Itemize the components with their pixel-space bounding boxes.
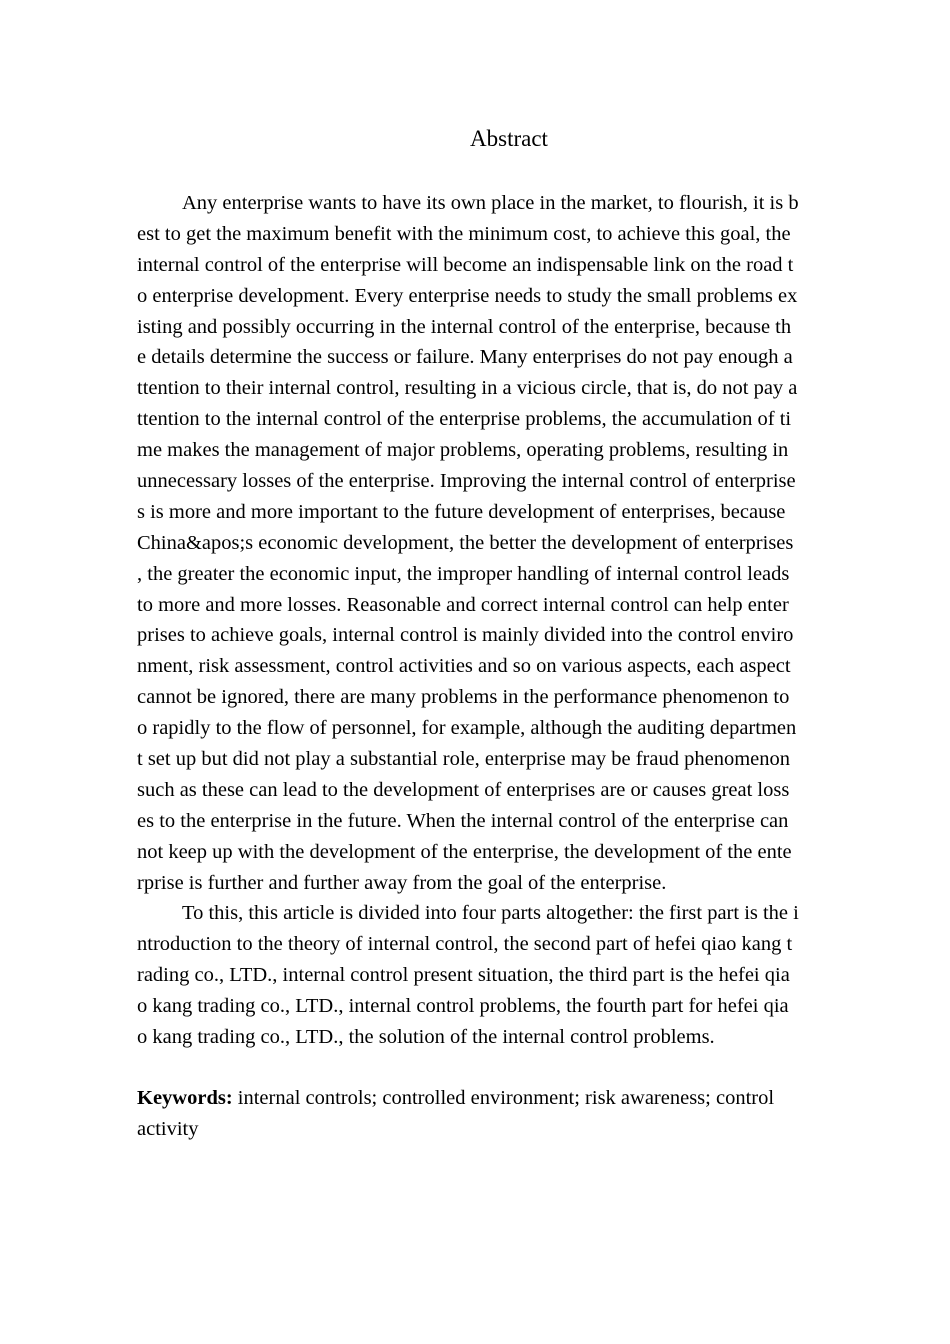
text-line: China&apos;s economic development, the better the development of enterprises [137, 531, 794, 554]
text-line: Any enterprise wants to have its own place in the market, to flourish, it is b [182, 192, 799, 214]
paragraph-1 [137, 188, 859, 898]
text-line: , the greater the economic input, the improper handling of internal control leads [137, 562, 790, 585]
text-line: e details determine the success or failure. Many enterprises do not pay enough a [137, 346, 793, 369]
text-line: ntroduction to the theory of internal control, the second part of hefei qiao kang t [137, 933, 793, 956]
keywords-line [137, 1083, 859, 1114]
text-line: o enterprise development. Every enterprise needs to study the small problems ex [137, 284, 798, 307]
text-line: cannot be ignored, there are many problems in the performance phenomenon to [137, 686, 790, 709]
text-line: such as these can lead to the development of enterprises are or causes great loss [137, 778, 790, 801]
page-title: Abstract [470, 126, 548, 151]
text-line: me makes the management of major problems, operating problems, resulting in [137, 439, 789, 462]
text-line: isting and possibly occurring in the internal control of the enterprise, because th [137, 315, 792, 338]
paragraph-2 [137, 898, 859, 1052]
text-line: internal control of the enterprise will become an indispensable link on the road t [137, 253, 794, 276]
text-line: s is more and more important to the future development of enterprises, because [137, 500, 786, 523]
abstract-body [137, 188, 859, 1053]
text-line: o kang trading co., LTD., internal control problems, the fourth part for hefei qia [137, 995, 789, 1018]
text-line: nment, risk assessment, control activities and so on various aspects, each aspect [137, 655, 791, 678]
keywords-label: Keywords: [137, 1087, 233, 1109]
text-line: unnecessary losses of the enterprise. Improving the internal control of enterprise [137, 470, 796, 493]
keywords-text: internal controls; controlled environment; risk awareness; control [232, 1087, 775, 1109]
keywords-line: activity [137, 1117, 199, 1140]
text-line: not keep up with the development of the enterprise, the development of the ente [137, 840, 792, 863]
keywords-section [137, 1083, 859, 1145]
text-line: o rapidly to the flow of personnel, for example, although the auditing departmen [137, 717, 797, 740]
text-line: est to get the maximum benefit with the minimum cost, to achieve this goal, the [137, 222, 791, 245]
text-line: ttention to the internal control of the enterprise problems, the accumulation of ti [137, 408, 792, 431]
text-line: rading co., LTD., internal control present situation, the third part is the hefei qia [137, 964, 790, 987]
text-line: t set up but did not play a substantial role, enterprise may be fraud phenomenon [137, 748, 790, 771]
text-line: es to the enterprise in the future. When the internal control of the enterprise can [137, 809, 789, 832]
text-line: To this, this article is divided into four parts altogether: the first part is the i [182, 902, 799, 925]
text-line: o kang trading co., LTD., the solution of the internal control problems. [137, 1026, 715, 1049]
text-line: prises to achieve goals, internal control is mainly divided into the control enviro [137, 624, 794, 647]
text-line: to more and more losses. Reasonable and correct internal control can help enter [137, 593, 789, 616]
text-line: ttention to their internal control, resulting in a vicious circle, that is, do not pay a [137, 377, 798, 400]
text-line: rprise is further and further away from the goal of the enterprise. [137, 871, 667, 894]
